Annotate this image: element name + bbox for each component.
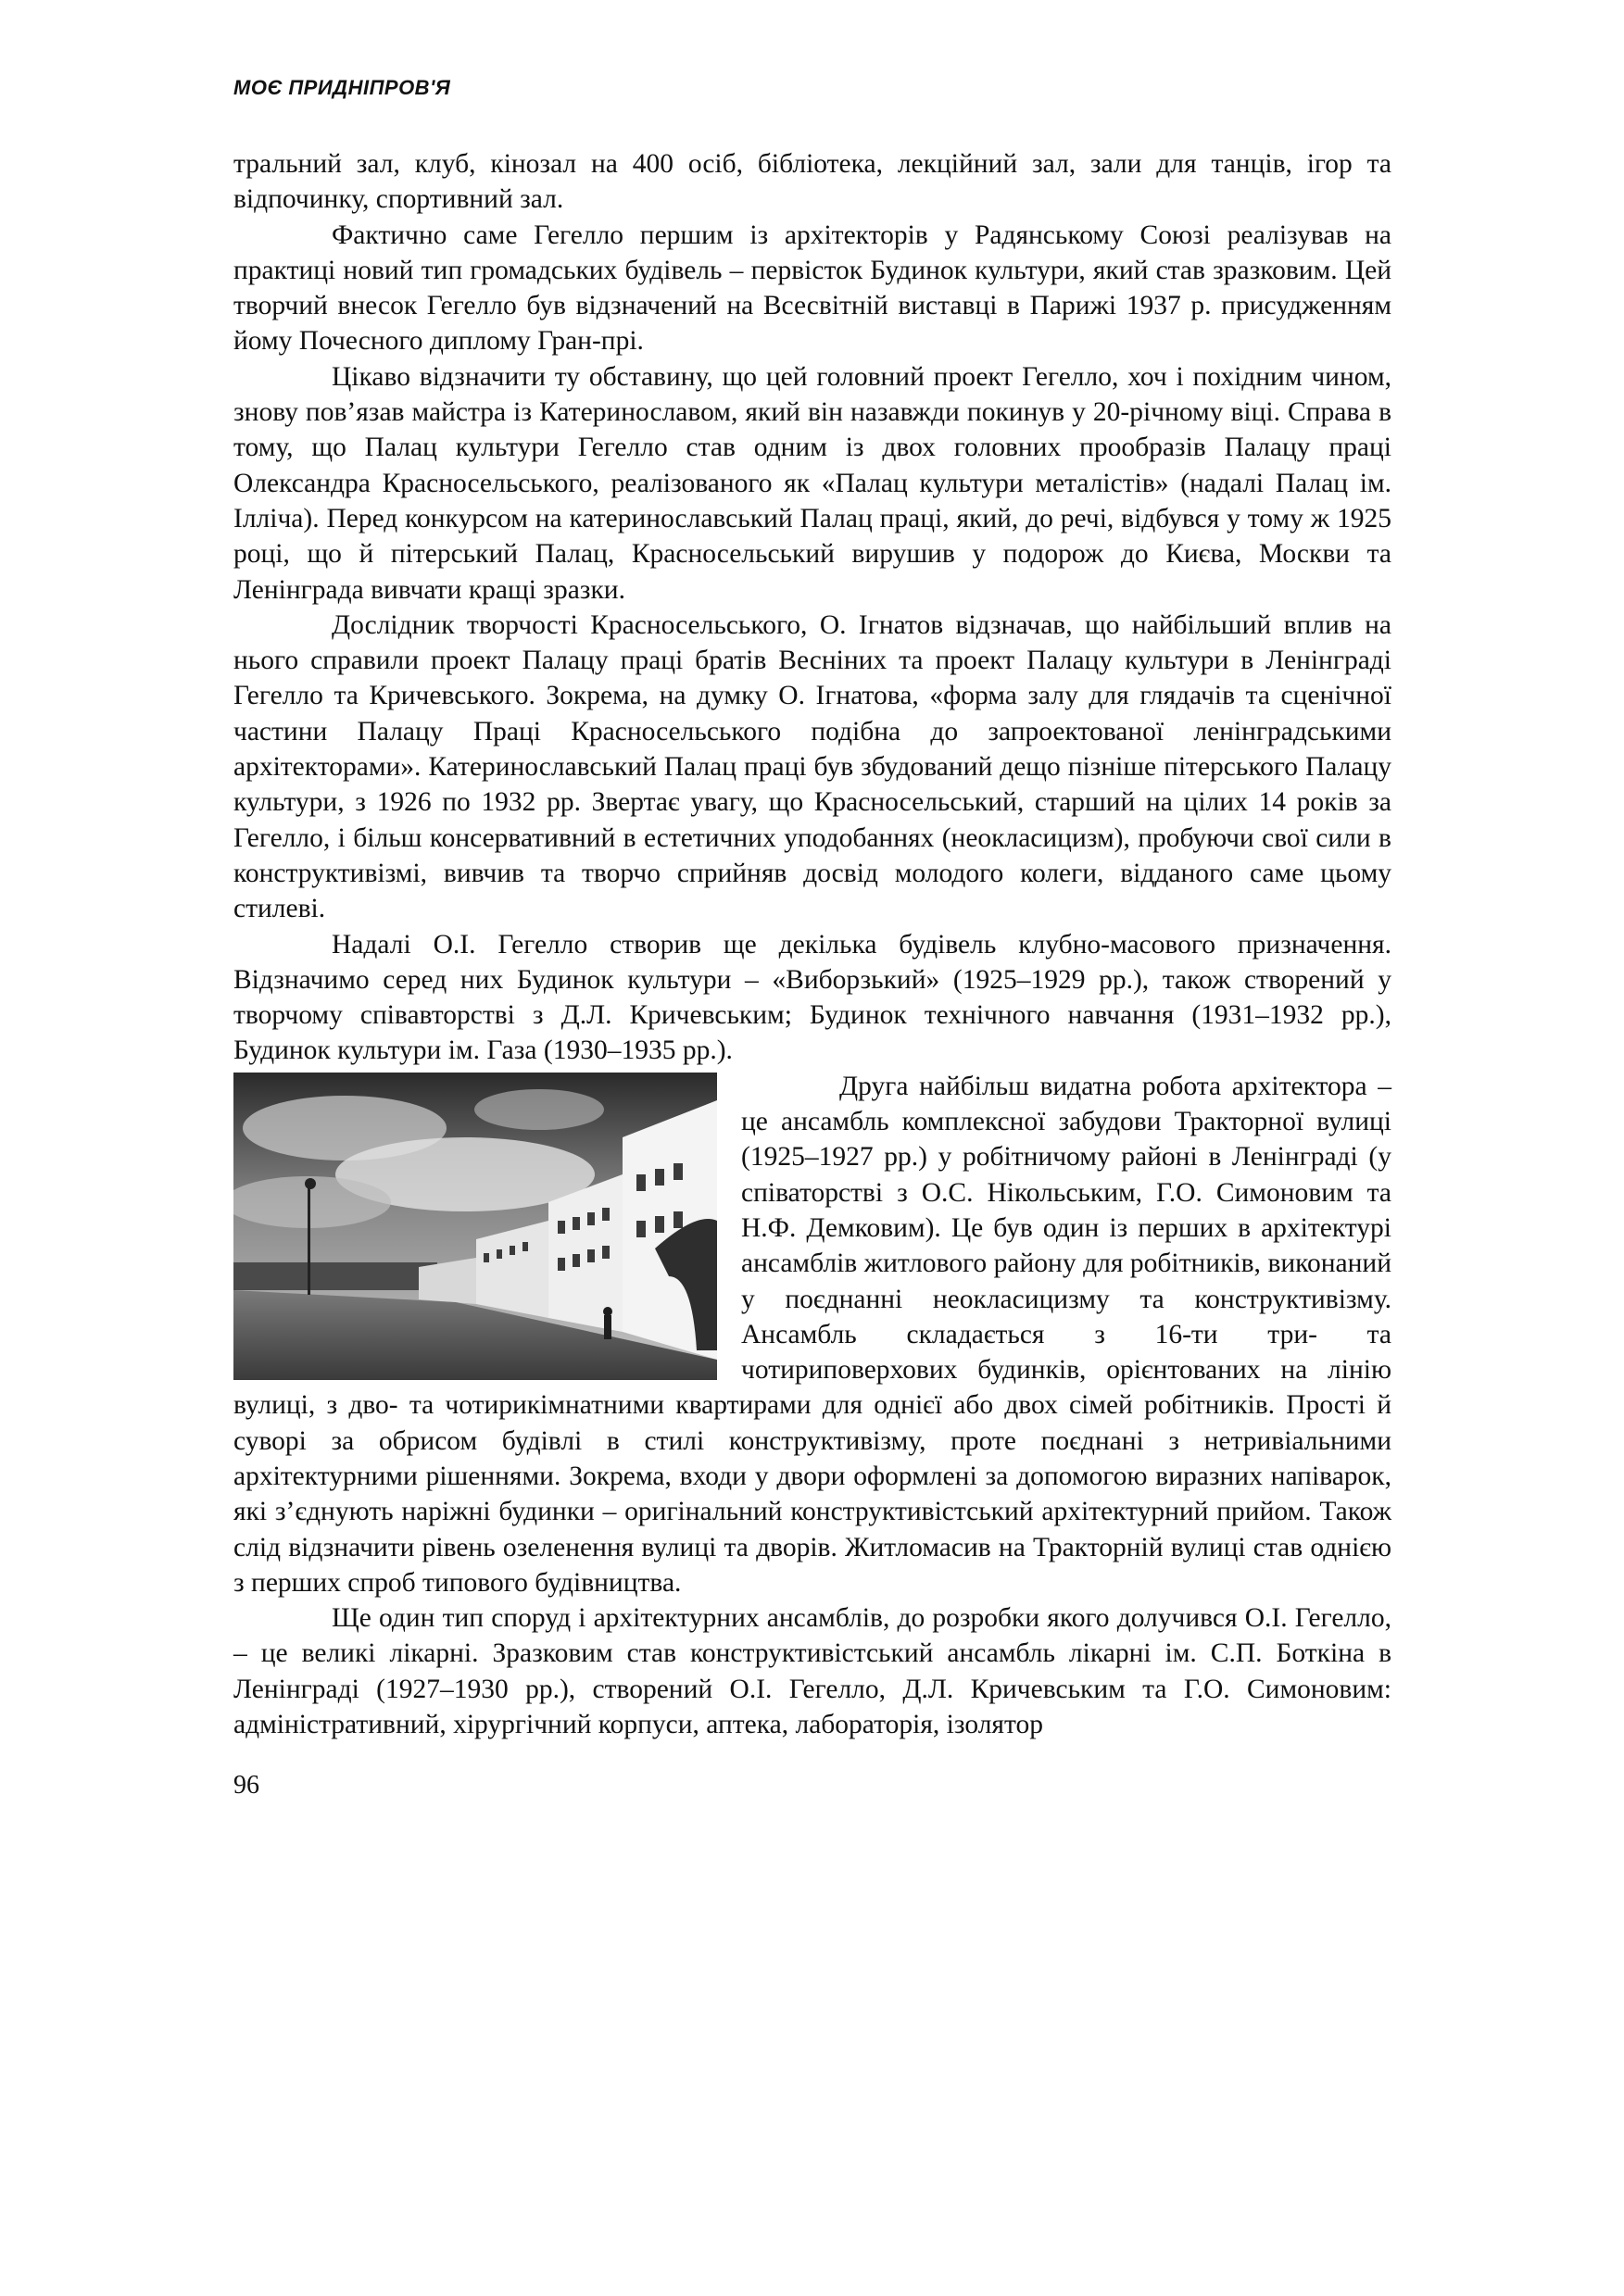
paragraph: Фактично саме Гегелло першим із архітекторів у Радянському Союзі реалізував на практиці новий тип громадських будівель – первісток Будинок культури, який став зразковим. Цей творчий внесок Гегелло був відзначений на Всесвітній виставці в Парижі 1937 р. присудженням йому Почесного диплому Гран-прі. <box>233 220 1391 357</box>
paragraph: тральний зал, клуб, кінозал на 400 осіб, бібліотека, лекційний зал, зали для танців, ігор та відпочинку, спортивний зал. <box>233 149 1391 215</box>
street-photo-image <box>233 1073 717 1380</box>
paragraph: Цікаво відзначити ту обставину, що цей головний проект Гегелло, хоч і похідним чином, знову пов’язав майстра із Катеринославом, який він назавжди покинув у 20-річному віці. Справа в тому, що Палац культури Гегелло став одним із двох головних прообразів Палацу праці Олександра Красносельського, реалізованого як «Палац культури металістів» (надалі Палац ім. Ілліча). Перед конкурсом на катеринославський Палац праці, який, до речі, відбувся у тому ж 1925 році, що й пітерський Палац, Красносельський вирушив у подорож до Києва, Москви та Ленінграда вивчати кращі зразки. <box>233 361 1391 605</box>
running-header: МОЄ ПРИДНІПРОВ'Я <box>233 76 451 99</box>
paragraph: Ще один тип споруд і архітектурних ансамблів, до розробки якого долучився О.І. Гегелло, – це великі лікарні. Зразковим став конструктивістський ансамбль лікарні ім. С.П. Боткіна в Ленінграді (1927–1930 рр.), створений О.І. Гегелло, Д.Л. Кричевським та Г.О. Симоновим: адміністративний, хірургічний корпуси, аптека, лабораторія, ізолятор <box>233 1603 1391 1740</box>
street-photo <box>233 1073 717 1380</box>
page-number: 96 <box>233 1771 259 1800</box>
paragraph: Надалі О.І. Гегелло створив ще декілька будівель клубно-масового призначення. Відзначимо серед них Будинок культури – «Виборзький» (1925–1929 рр.), також створений у творчому співавторстві з Д.Л. Кричевським; Будинок технічного навчання (1931–1932 рр.), Будинок культури ім. Газа (1930–1935 рр.). <box>233 929 1391 1066</box>
paragraph: Друга найбільш видатна робота архітектора – це ансамбль комплексної забудови Тракторної вулиці (1925–1927 рр.) у робітничому районі в Ленінграді (у співаторстві з О.С. Нікольським, Г.О. Симоновим та Н.Ф. Демковим). Це був один із перших в архітектурі ансамблів житлового району для робітників, виконаний у поєднанні неокласицизму та конструктивізму. Ансамбль складається з 16-ти три- та чотириповерхових будинків, орієнтованих на лінію вулиці, з дво- та чотирикімнатними квартирами для однієї або двох сімей робітників. Прості й суворі за обрисом будівлі в стилі конструктивізму, проте поєднані з нетривіальними архітектурними рішеннями. Зокрема, входи у двори оформлені за допомогою виразних напіварок, які з’єднують наріжні будинки – оригінальний конструктивістський архітектурний прийом. Також слід відзначити рівень озеленення вулиці та дворів. Житломасив на Тракторній вулиці став однією з перших спроб типового будівництва. <box>233 1071 1391 1598</box>
article-body <box>233 146 1391 1742</box>
paragraph: Дослідник творчості Красносельського, О. Ігнатов відзначав, що найбільший вплив на нього справили проект Палацу праці братів Весніних та проект Палацу культури в Ленінграді Гегелло та Кричевського. Зокрема, на думку О. Ігнатова, «форма залу для глядачів та сценічної частини Палацу Праці Красносельського подібна до запроектованої ленінградськими архітекторами». Катеринославський Палац праці був збудований дещо пізніше пітерського Палацу культури, з 1926 по 1932 рр. Звертає увагу, що Красносельський, старший на цілих 14 років за Гегелло, і більш консервативний в естетичних уподобаннях (неокласицизм), пробуючи свої сили в конструктивізмі, вивчив та творчо сприйняв досвід молодого колеги, відданого саме цьому стилеві. <box>233 609 1391 924</box>
